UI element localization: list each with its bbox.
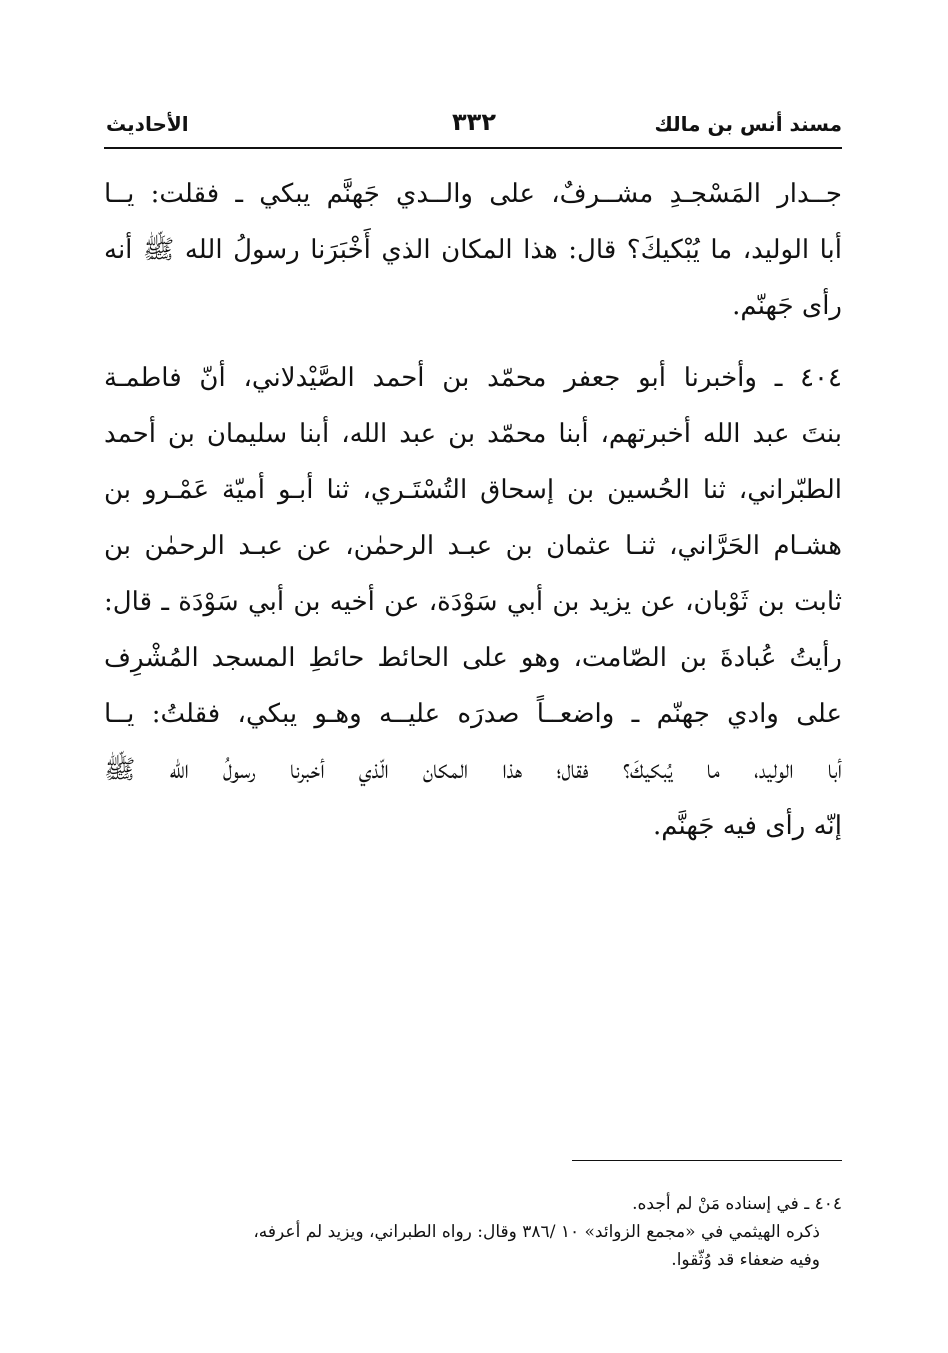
- text-line: رأيتُ عُبادةَ بن الصّامت، وهو على الحائط حائطِ المسجد المُشْرِف: [104, 643, 842, 673]
- text-line: إنّه رأى فيه جَهنَّم.: [652, 811, 842, 841]
- paragraph-continued: [104, 166, 842, 334]
- main-text: [104, 166, 842, 854]
- text-line: ٤٠٤ ـ وأخبرنا أبو جعفر محمّد بن أحمد الصَّيْدلاني، أنّ فاطمـة: [104, 363, 842, 393]
- text-line: هشـام الحَرَّاني، ثنـا عثمان بن عبـد الرحمٰن، عن عبـد الرحمٰن بن: [104, 531, 842, 561]
- text-line: أبا الوليد، ما يُبْكيكَ؟ قال: هذا المكان الذي أَخْبَرَنا رسولُ الله ﷺ أنه: [104, 235, 842, 265]
- page-number: ٣٣٢: [452, 108, 496, 136]
- text-line: الطبّراني، ثنا الحُسين بن إسحاق التُسْتَـري، ثنا أبـو أميّة عَمْـرو بن: [104, 475, 842, 505]
- footnote-line: وفيه ضعفاء قد وُثّقوا.: [671, 1250, 820, 1270]
- footnotes: [104, 1190, 842, 1274]
- text-line: بنتَ عبد الله أخبرتهم، أبنا محمّد بن عبد الله، أبنا سليمان بن أحمد: [104, 419, 842, 449]
- text-line: على وادي جهنّم ـ واضعــاً صدرَه عليــه وهـو يبكي، فقلتُ: يــا: [104, 699, 842, 729]
- text-line: ثابت بن ثَوْبان، عن يزيد بن أبي سَوْدَة، عن أخيه بن أبي سَوْدَة ـ قال:: [104, 587, 842, 617]
- text-line: رأى جَهنّم.: [732, 291, 842, 321]
- hadith-404: [104, 350, 842, 854]
- text-line: أبا الوليد، ما يُبكيكَ؟ فقال؛ هذا المكان الّذي أخبرنا رسولُ الله ﷺ: [104, 755, 842, 785]
- section-title: الأحاديث: [106, 112, 189, 136]
- text-line: جــدار المَسْجـدِ مشــرفٌ، على والــدي جَهنَّم يبكي ـ فقلت: يــا: [104, 179, 842, 209]
- footnote-rule: [572, 1160, 842, 1161]
- footnote-line: ذكره الهيثمي في «مجمع الزوائد» ١٠ /٣٨٦ وقال: رواه الطبراني، ويزيد لم أعرفه،: [253, 1222, 820, 1242]
- running-header: [106, 108, 842, 142]
- header-rule: [104, 147, 842, 149]
- book-title: مسند أنس بن مالك: [654, 112, 842, 136]
- footnote-line: ٤٠٤ ـ في إسناده مَنْ لم أجده.: [632, 1194, 842, 1214]
